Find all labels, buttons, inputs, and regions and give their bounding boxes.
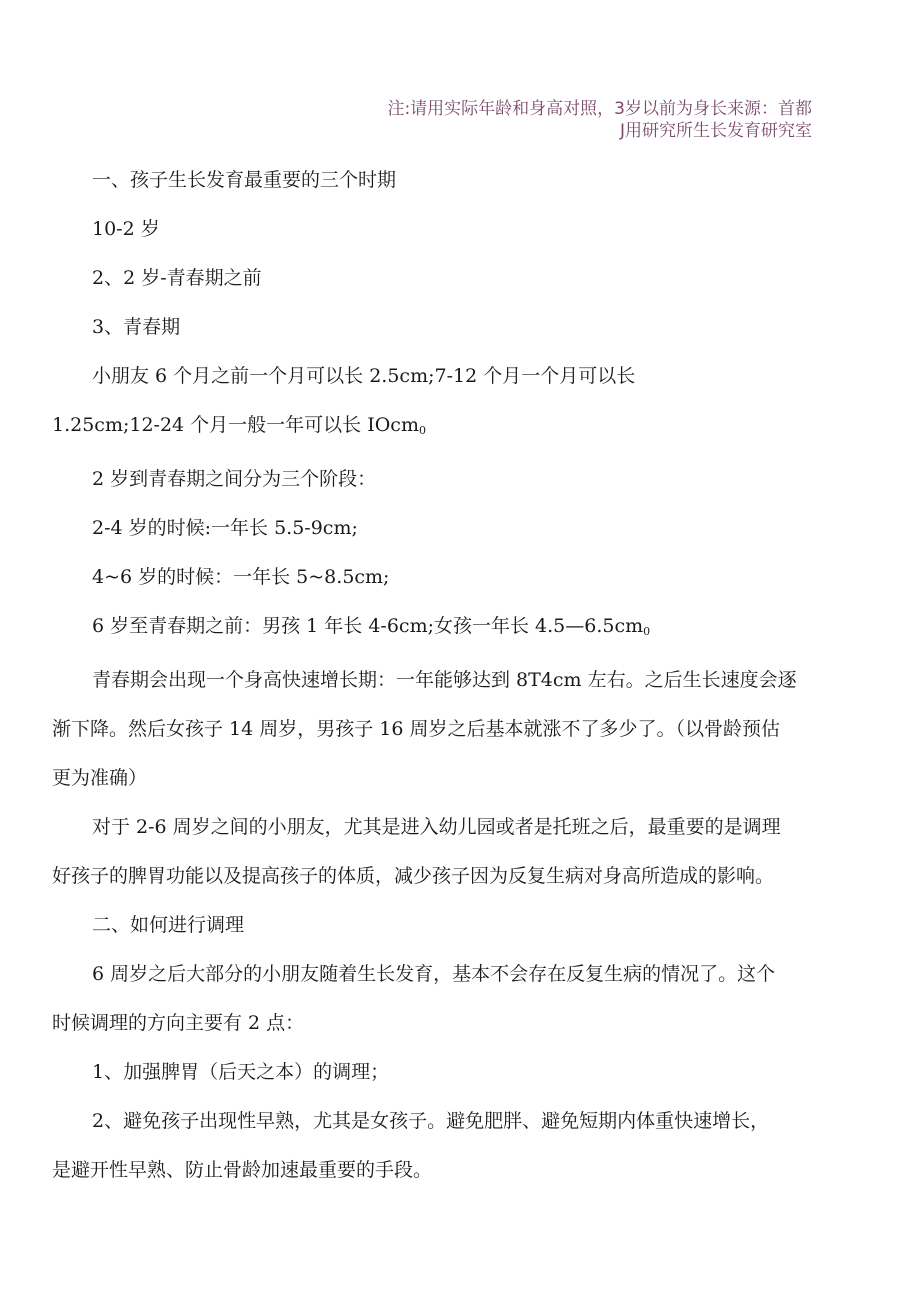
- section-heading-1: 一、孩子生长发育最重要的三个时期: [92, 169, 397, 191]
- paragraph-puberty-line-2: 渐下降。然后女孩子 14 周岁，男孩子 16 周岁之后基本就涨不了多少了。（以骨龄预估: [52, 718, 781, 740]
- point-1: 1、加强脾胃（后天之本）的调理；: [92, 1061, 390, 1083]
- note-line-1: 注:请用实际年龄和身高对照，3岁以前为身长来源：首都: [387, 99, 812, 119]
- paragraph-kindergarten-line-1: 对于 2-6 周岁之间的小朋友，尤其是进入幼儿园或者是托班之后，最重要的是调理: [92, 816, 781, 838]
- stage-4-6: 4~6 岁的时候：一年长 5~8.5cm;: [92, 566, 390, 588]
- paragraph-after-6-line-2: 时候调理的方向主要有 2 点：: [52, 1012, 305, 1034]
- paragraph-infant-line-2: [52, 401, 822, 455]
- stage-6-puberty-text: 6 岁至青春期之前：男孩 1 年长 4-6cm;女孩一年长 4.5—6.5cm: [92, 615, 644, 637]
- paragraph-puberty-line-1: 青春期会出现一个身高快速增长期：一年能够达到 8T4cm 左右。之后生长速度会逐: [92, 669, 797, 691]
- paragraph-stages-intro: 2 岁到青春期之间分为三个阶段：: [92, 468, 377, 490]
- point-2-line-1: 2、避免孩子出现性早熟，尤其是女孩子。避免肥胖、避免短期内体重快速增长，: [92, 1110, 770, 1132]
- point-2-line-2: 是避开性早熟、防止骨龄加速最重要的手段。: [52, 1159, 433, 1181]
- list-item-3: 3、青春期: [92, 316, 181, 338]
- note-line-2: J用研究所生长发育研究室: [619, 121, 812, 141]
- list-item-2: 2、2 岁-青春期之前: [92, 267, 262, 289]
- stage-2-4: 2-4 岁的时候:一年长 5.5-9cm;: [92, 517, 358, 539]
- subscript-zero: 0: [643, 625, 651, 638]
- paragraph-infant-text: 1.25cm;12-24 个月一般一年可以长 IOcm: [52, 414, 419, 436]
- paragraph-puberty-line-3: 更为准确）: [52, 767, 148, 789]
- subscript-zero: 0: [418, 424, 426, 437]
- list-item-1: 10-2 岁: [92, 218, 160, 240]
- section-heading-2: 二、如何进行调理: [92, 914, 245, 936]
- paragraph-infant-line-1: 小朋友 6 个月之前一个月可以长 2.5cm;7-12 个月一个月可以长: [92, 365, 636, 387]
- paragraph-kindergarten-line-2: 好孩子的脾胃功能以及提高孩子的体质，减少孩子因为反复生病对身高所造成的影响。: [52, 865, 775, 887]
- paragraph-after-6-line-1: 6 周岁之后大部分的小朋友随着生长发育，基本不会存在反复生病的情况了。这个: [92, 963, 776, 985]
- document-body: [52, 156, 822, 1195]
- stage-6-puberty: [52, 602, 822, 656]
- top-right-note: [387, 98, 812, 142]
